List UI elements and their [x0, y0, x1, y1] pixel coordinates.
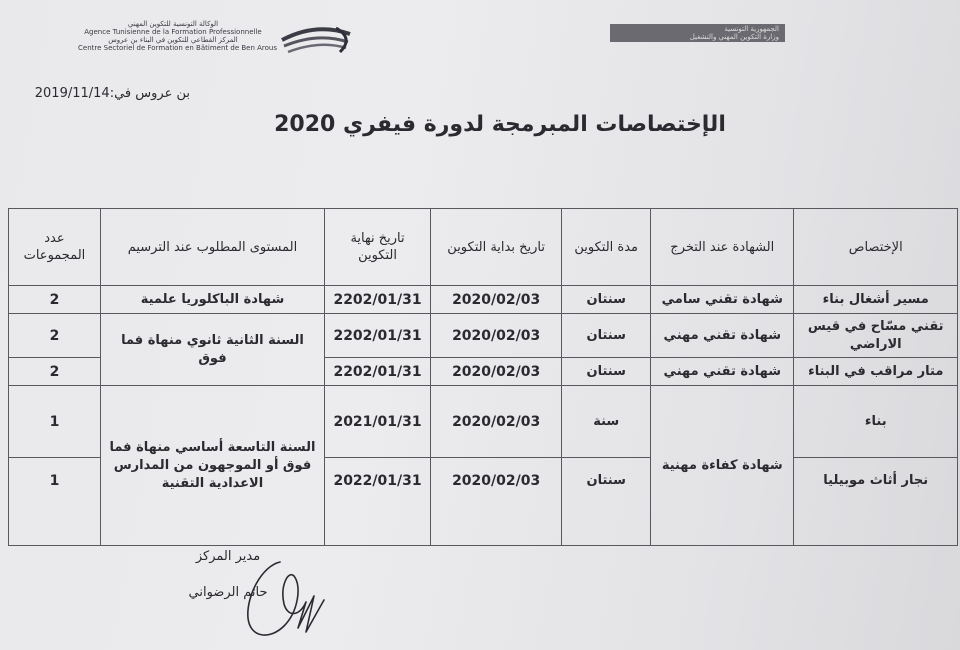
duration-cell: سنة — [562, 386, 651, 458]
end-date-cell: 2202/01/31 — [325, 286, 431, 314]
header-end-date: تاريخ نهاية التكوين — [325, 209, 431, 286]
header-start-date: تاريخ بداية التكوين — [431, 209, 562, 286]
agency-line: Agence Tunisienne de la Formation Professionnelle — [84, 28, 262, 36]
specialty-cell: نجار أثاث موبيليا — [794, 458, 958, 546]
director-title: مدير المركز — [195, 549, 261, 564]
specialty-cell: مسير أشغال بناء — [794, 286, 958, 314]
specialty-cell: تقني مسّاح في قيس الاراضي — [794, 314, 958, 358]
groups-cell: 1 — [9, 386, 101, 458]
signature-icon — [240, 556, 330, 642]
header-required-level: المستوى المطلوب عند الترسيم — [100, 209, 324, 286]
ministry-banner — [610, 24, 785, 42]
table-header-row — [9, 209, 958, 286]
table-row — [9, 314, 958, 358]
certificate-cell: شهادة تقني مهني — [651, 314, 794, 358]
agency-line: الوكالة التونسية للتكوين المهني — [127, 20, 219, 28]
duration-cell: سنتان — [562, 286, 651, 314]
specialties-table — [8, 208, 958, 546]
table-row — [9, 386, 958, 458]
start-date-cell: 2020/02/03 — [431, 358, 562, 386]
level-cell: شهادة الباكلوريا علمية — [100, 286, 324, 314]
duration-cell: سنتان — [562, 314, 651, 358]
director-name: حاتم الرضواني — [188, 585, 268, 600]
start-date-cell: 2020/02/03 — [431, 286, 562, 314]
end-date-cell: 2202/01/31 — [325, 314, 431, 358]
agency-name — [78, 20, 277, 52]
header-certificate: الشهادة عند التخرج — [651, 209, 794, 286]
agency-line: Centre Sectoriel de Formation en Bâtiment de Ben Arous — [78, 44, 277, 52]
start-date-cell: 2020/02/03 — [431, 386, 562, 458]
date-line: بن عروس في:2019/11/14 — [34, 86, 190, 101]
start-date-cell: 2020/02/03 — [431, 314, 562, 358]
end-date-cell: 2021/01/31 — [325, 386, 431, 458]
ministry-line: وزارة التكوين المهني والتشغيل — [689, 33, 779, 41]
start-date-cell: 2020/02/03 — [431, 458, 562, 546]
page-title: الإختصاصات المبرمجة لدورة فيفري 2020 — [274, 112, 726, 137]
table-row — [9, 286, 958, 314]
certificate-cell: شهادة تقني سامي — [651, 286, 794, 314]
header-groups: عدد المجموعات — [9, 209, 101, 286]
duration-cell: سنتان — [562, 458, 651, 546]
level-cell: السنة التاسعة أساسي منهاة فما فوق أو الموجهون من المدارس الاعدادية التقنية — [100, 386, 324, 546]
groups-cell: 2 — [9, 314, 101, 358]
ministry-line: الجمهورية التونسية — [724, 25, 779, 33]
agency-line: المركز القطاعي للتكوين في البناء بن عروس — [108, 36, 238, 44]
specialty-cell: بناء — [794, 386, 958, 458]
letterhead — [0, 16, 960, 66]
level-cell: السنة الثانية ثانوي منهاة فما فوق — [100, 314, 324, 386]
end-date-cell: 2022/01/31 — [325, 458, 431, 546]
groups-cell: 1 — [9, 458, 101, 546]
header-duration: مدة التكوين — [562, 209, 651, 286]
certificate-cell: شهادة تقني مهني — [651, 358, 794, 386]
certificate-cell: شهادة كفاءة مهنية — [651, 386, 794, 546]
groups-cell: 2 — [9, 286, 101, 314]
duration-cell: سنتان — [562, 358, 651, 386]
groups-cell: 2 — [9, 358, 101, 386]
specialty-cell: متار مراقب في البناء — [794, 358, 958, 386]
atfp-logo-icon — [276, 18, 356, 62]
end-date-cell: 2202/01/31 — [325, 358, 431, 386]
header-specialty: الإختصاص — [794, 209, 958, 286]
